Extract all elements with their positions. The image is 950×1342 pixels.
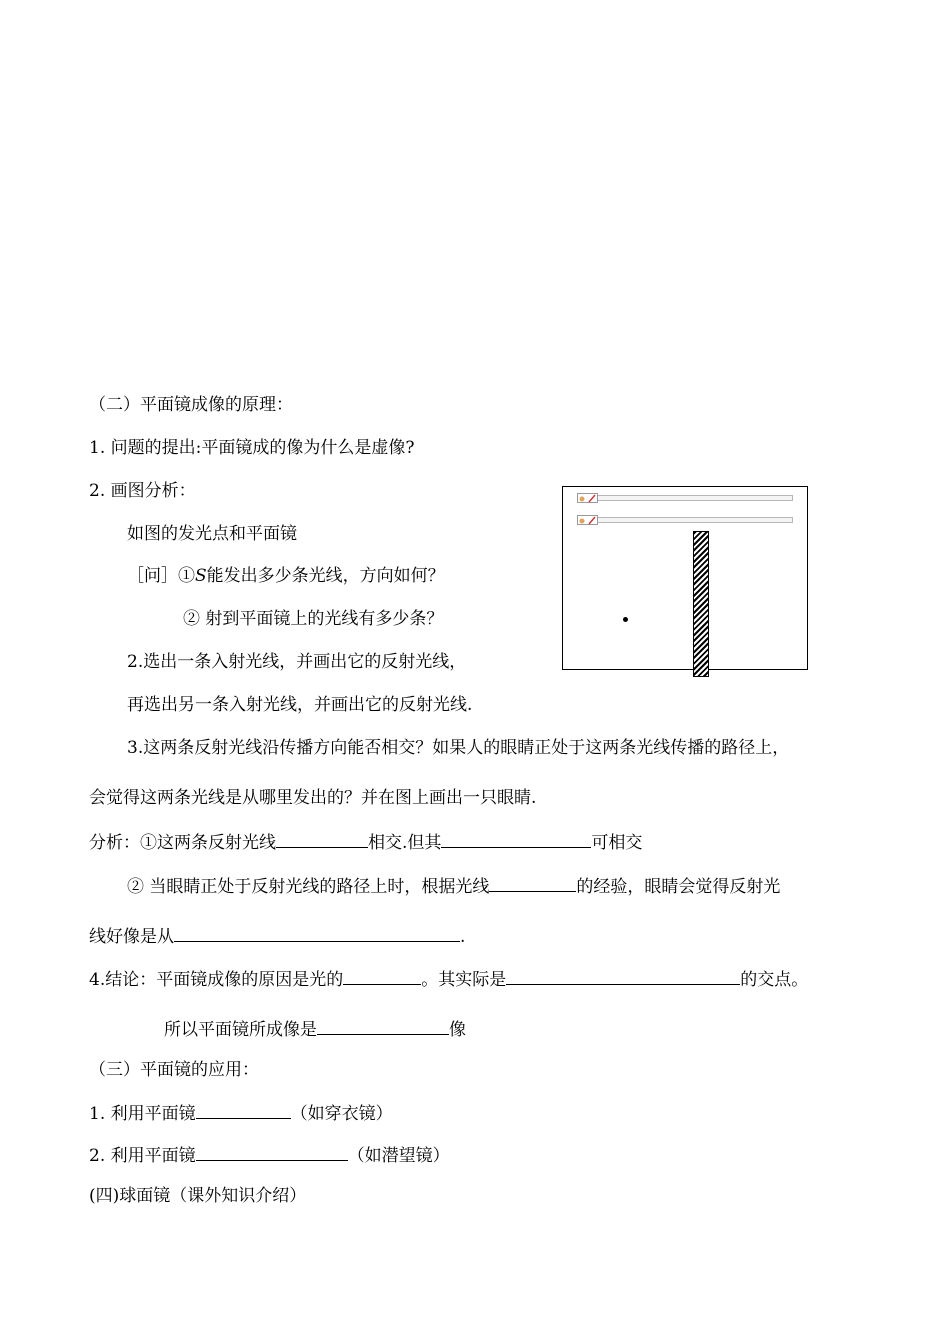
broken-image-icon — [577, 493, 599, 504]
step3-line1: 3.这两条反射光线沿传播方向能否相交？如果人的眼睛正处于这两条光线传播的路径上， — [127, 738, 790, 758]
therefore-text-b: 像 — [449, 1020, 466, 1040]
application-1-text-a: 1. 利用平面镜 — [89, 1104, 196, 1124]
therefore — [164, 1018, 466, 1040]
drawing-analysis: 2. 画图分析： — [89, 481, 196, 501]
source-symbol: S — [195, 566, 207, 586]
analysis-2-cont — [89, 925, 465, 947]
fill-blank[interactable] — [276, 831, 368, 848]
analysis-1 — [89, 831, 642, 853]
plane-mirror — [693, 531, 709, 677]
section2-heading: （二）平面镜成像的原理： — [89, 395, 293, 415]
question-1-prefix: ［问］① — [127, 566, 195, 586]
conclusion — [89, 968, 808, 990]
section3-heading: （三）平面镜的应用： — [89, 1060, 259, 1080]
question-raised: 1. 问题的提出:平面镜成的像为什么是虚像? — [89, 438, 415, 458]
fill-blank[interactable] — [441, 831, 591, 848]
mirror-diagram — [562, 486, 808, 670]
light-source-point — [623, 617, 628, 622]
fill-blank[interactable] — [317, 1018, 449, 1035]
fill-blank[interactable] — [174, 925, 460, 942]
analysis-1-text-c: 可相交 — [591, 833, 643, 853]
question-1 — [127, 566, 445, 586]
application-2 — [89, 1144, 450, 1166]
section4-heading: (四)球面镜（课外知识介绍） — [89, 1186, 307, 1206]
application-2-text-a: 2. 利用平面镜 — [89, 1146, 196, 1166]
analysis-2 — [127, 875, 780, 897]
question-2: ② 射到平面镜上的光线有多少条？ — [183, 609, 444, 629]
analysis-1-text-b: 相交.但其 — [368, 833, 442, 853]
application-2-text-b: （如潜望镜） — [347, 1146, 450, 1166]
analysis-2-text-c: 线好像是从 — [89, 927, 174, 947]
therefore-text-a: 所以平面镜所成像是 — [164, 1020, 317, 1040]
conclusion-text-c: 的交点。 — [740, 970, 809, 990]
fill-blank[interactable] — [196, 1144, 348, 1161]
conclusion-text-a: 4.结论：平面镜成像的原因是光的 — [89, 970, 344, 990]
step2-line1: 2.选出一条入射光线，并画出它的反射光线， — [127, 652, 467, 672]
question-1-text: 能发出多少条光线，方向如何？ — [206, 566, 445, 586]
image-placeholder-strip — [577, 495, 793, 501]
analysis-2-text-b: 的经验，眼睛会觉得反射光 — [576, 877, 781, 897]
application-1 — [89, 1102, 393, 1124]
step3-line2: 会觉得这两条光线是从哪里发出的？并在图上画出一只眼睛. — [89, 788, 537, 808]
analysis-2-text-d: . — [460, 927, 466, 947]
analysis-1-text-a: 分析：①这两条反射光线 — [89, 833, 276, 853]
fill-blank[interactable] — [196, 1102, 291, 1119]
figure-intro: 如图的发光点和平面镜 — [127, 524, 297, 544]
image-placeholder-strip — [577, 517, 793, 523]
fill-blank[interactable] — [506, 968, 740, 985]
fill-blank[interactable] — [343, 968, 421, 985]
analysis-2-text-a: ② 当眼睛正处于反射光线的路径上时，根据光线 — [127, 877, 490, 897]
application-1-text-b: （如穿衣镜） — [290, 1104, 393, 1124]
step2-line2: 再选出另一条入射光线，并画出它的反射光线. — [127, 695, 473, 715]
fill-blank[interactable] — [489, 875, 576, 892]
conclusion-text-b: 。其实际是 — [421, 970, 507, 990]
broken-image-icon — [577, 515, 599, 526]
